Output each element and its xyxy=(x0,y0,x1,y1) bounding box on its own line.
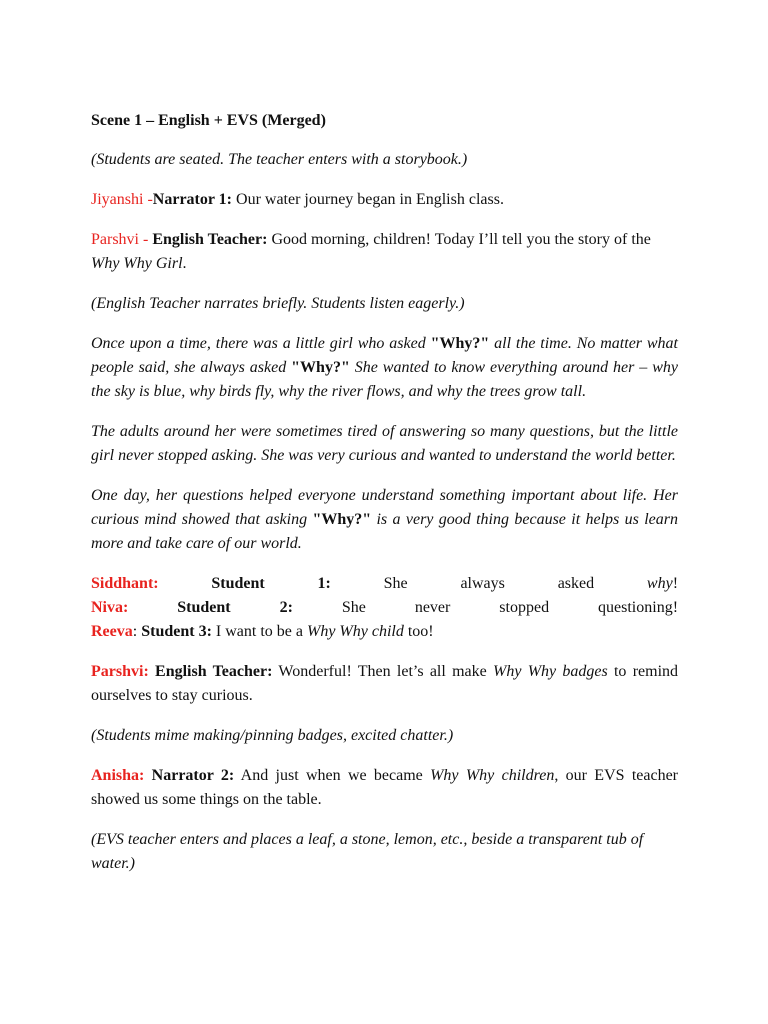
student-lines xyxy=(91,572,678,644)
speaker-name: Jiyanshi xyxy=(91,191,144,208)
dialogue-text: stopped xyxy=(499,599,550,616)
script-page xyxy=(91,109,678,892)
dialogue-text: She xyxy=(383,575,408,592)
speaker-name: Siddhant: xyxy=(91,575,159,592)
dialogue-italic: Why Why badges xyxy=(493,663,608,680)
scene-title: Scene 1 – English + EVS (Merged) xyxy=(91,112,326,129)
speaker-name: Parshvi - xyxy=(91,231,153,248)
dialogue-text: asked xyxy=(557,575,595,592)
story-paragraph-3 xyxy=(91,484,678,556)
student-line-3 xyxy=(91,620,678,644)
why-question: "Why?" xyxy=(430,335,490,352)
dialogue-text-end: , our EVS teacher showed us some things on the table. xyxy=(91,767,679,808)
story-text: all the time. No matter what people said, she always asked xyxy=(91,335,679,376)
dialogue-text: And just when we became xyxy=(234,767,431,784)
dialogue-text-end: . xyxy=(182,255,187,272)
story-text: is a very good thing because it helps us learn more and take care of our world. xyxy=(91,511,678,552)
dialogue-line-parshvi-badges xyxy=(91,660,678,708)
stage-direction-evs: (EVS teacher enters and places a leaf, a stone, lemon, etc., beside a transparent tub of water.) xyxy=(91,831,644,872)
story-paragraph-1 xyxy=(91,332,678,404)
why-question: "Why?" xyxy=(312,511,372,528)
dialogue-text: never xyxy=(414,599,451,616)
dialogue-line-jiyanshi xyxy=(91,188,678,212)
stage-direction-narrates: (English Teacher narrates briefly. Students listen eagerly.) xyxy=(91,295,465,312)
speaker-role: Student 3: xyxy=(141,623,212,640)
student-line-1 xyxy=(91,572,678,596)
stage-direction-mime: (Students mime making/pinning badges, excited chatter.) xyxy=(91,727,454,744)
speaker-name: Reeva xyxy=(91,623,133,640)
speaker-name: Anisha: xyxy=(91,767,145,784)
speaker-colon: : xyxy=(132,623,142,640)
stage-direction-intro: (Students are seated. The teacher enters with a storybook.) xyxy=(91,151,468,168)
dialogue-line-anisha xyxy=(91,764,678,812)
dialogue-text: She xyxy=(341,599,366,616)
dialogue-text: Our water journey began in English class. xyxy=(232,191,504,208)
story-text: One day, her questions helped everyone understand something important about life. Her curious mind showed that asking xyxy=(91,487,678,528)
why-question: "Why?" xyxy=(291,359,350,376)
speaker-role: Student 1: xyxy=(211,575,331,592)
dialogue-text: Wonderful! Then let’s all make xyxy=(272,663,493,680)
speaker-role: Student 2: xyxy=(177,599,293,616)
dialogue-italic: Why Why child xyxy=(306,623,404,640)
speaker-name: Parshvi: xyxy=(91,663,149,680)
story-paragraph-2: The adults around her were sometimes tired of answering so many questions, but the little girl never stopped asking. She was very curious and wanted to understand the world better. xyxy=(91,423,678,464)
dialogue-text: always xyxy=(460,575,505,592)
dialogue-text: Good morning, children! Today I’ll tell you the story of the xyxy=(267,231,651,248)
speaker-role: English Teacher: xyxy=(148,663,273,680)
story-text: Once upon a time, there was a little girl who asked xyxy=(91,335,431,352)
student-line-2 xyxy=(91,596,678,620)
dialogue-text: questioning! xyxy=(598,599,679,616)
speaker-role: Narrator 1: xyxy=(152,191,233,208)
dialogue-text: I want to be a xyxy=(211,623,307,640)
dialogue-text-end: too! xyxy=(403,623,434,640)
dialogue-text-end: to remind ourselves to stay curious. xyxy=(91,663,679,704)
story-title: Why Why Girl xyxy=(91,255,183,272)
dialogue-text-why: why! xyxy=(646,575,679,592)
speaker-role: English Teacher: xyxy=(152,231,268,248)
dialogue-line-parshvi xyxy=(91,228,678,276)
speaker-role: Narrator 2: xyxy=(144,767,235,784)
speaker-separator: - xyxy=(143,191,153,208)
speaker-name: Niva: xyxy=(91,599,129,616)
dialogue-italic: Why Why children xyxy=(430,767,555,784)
story-text: She wanted to know everything around her – why the sky is blue, why birds fly, why the river flows, and why the trees grow tall. xyxy=(91,359,678,400)
